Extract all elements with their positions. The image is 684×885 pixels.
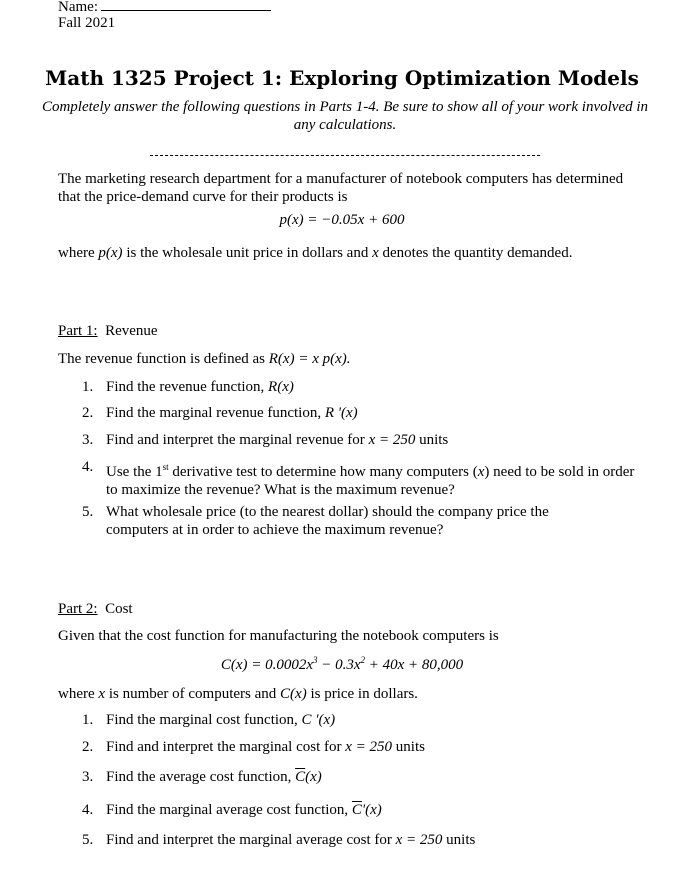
item-text: Find the marginal average cost function,: [106, 802, 352, 818]
item-math: C '(x): [301, 712, 336, 728]
part2-given: Given that the cost function for manufacturing the notebook computers is: [58, 628, 499, 644]
page-subtitle: Completely answer the following questions in Parts 1-4. Be sure to show all of your work involved in any calculations.: [41, 99, 649, 133]
cost-function-equation: [0, 655, 684, 674]
where-x: x: [98, 686, 106, 702]
item-number: 5.: [82, 504, 94, 520]
eq-exponent: 3: [313, 655, 318, 665]
name-blank-line[interactable]: [101, 0, 271, 11]
eq-exponent: 2: [360, 655, 366, 665]
definition-prefix: The revenue function is defined as: [58, 351, 269, 367]
item-text: Find the average cost function,: [106, 769, 296, 785]
where-px: p(x): [98, 245, 123, 261]
item-math-bar: $\overline{C}$: [351, 802, 362, 818]
ordinal-superscript: st: [162, 462, 169, 472]
term-label: Fall 2021: [58, 15, 116, 31]
where-mid: is number of computers and: [105, 686, 281, 702]
item-text: Find and interpret the marginal cost for: [106, 739, 346, 755]
item-number: 2.: [82, 405, 94, 421]
item-text: Find and interpret the marginal revenue for: [106, 432, 369, 448]
item-math: x = 250: [368, 432, 416, 448]
part2-label: Part 2:: [58, 601, 98, 617]
price-demand-equation: p(x) = −0.05x + 600: [279, 212, 405, 228]
item-text: Find the revenue function,: [106, 379, 269, 395]
part1-label: Part 1:: [58, 323, 98, 339]
part2-title: Cost: [105, 601, 133, 617]
dashed-divider: [150, 155, 540, 156]
page-title: Math 1325 Project 1: Exploring Optimization Models: [45, 66, 639, 90]
item-text: Find and interpret the marginal average cost for: [106, 832, 396, 848]
item-number: 3.: [82, 769, 94, 785]
where-prefix: where: [58, 686, 99, 702]
item-text: ) need to be sold in order to maximize the revenue? What is the maximum revenue?: [106, 464, 635, 498]
where-suffix: denotes the quantity demanded.: [378, 245, 573, 261]
intro-paragraph: The marketing research department for a manufacturer of notebook computers has determined that the price-demand curve for their products is: [58, 171, 624, 205]
item-number: 5.: [82, 832, 94, 848]
item-math: x = 250: [395, 832, 443, 848]
item-text: Find the marginal revenue function,: [106, 405, 325, 421]
item-number: 4.: [82, 459, 94, 475]
item-number: 2.: [82, 739, 94, 755]
revenue-definition-equation: R(x) = x p(x).: [268, 351, 351, 367]
name-label: Name:: [58, 0, 98, 15]
item-text: Use the 1: [106, 464, 163, 480]
part1-title: Revenue: [105, 323, 158, 339]
where-prefix: where: [58, 245, 99, 261]
item-math: '(x): [361, 802, 382, 818]
item-suffix: units: [442, 832, 476, 848]
item-math-bar: $\overline{C}$: [295, 769, 306, 785]
item-math: R(x): [268, 379, 294, 395]
where-suffix: is price in dollars.: [306, 686, 418, 702]
item-number: 3.: [82, 432, 94, 448]
item-number: 1.: [82, 712, 94, 728]
item-number: 1.: [82, 379, 94, 395]
eq-part: + 40x + 80,000: [365, 657, 464, 673]
item-suffix: units: [392, 739, 425, 755]
eq-part: − 0.3x: [317, 657, 361, 673]
item-math: x = 250: [345, 739, 393, 755]
item-math: R '(x): [324, 405, 358, 421]
item-math: (x): [305, 769, 322, 785]
part1-heading: [58, 322, 648, 340]
where-cx: C(x): [280, 686, 307, 702]
part1-definition: [58, 350, 648, 368]
intro-where-line: [58, 244, 648, 262]
item-math: x: [477, 464, 485, 480]
eq-part: C(x) = 0.0002x: [220, 657, 313, 673]
part2-where-line: [58, 685, 648, 703]
where-mid: is the wholesale unit price in dollars and: [122, 245, 373, 261]
where-x: x: [372, 245, 379, 261]
item-text: What wholesale price (to the nearest dollar) should the company price the computers at in order to achieve the maximum revenue?: [106, 504, 549, 538]
item-number: 4.: [82, 802, 94, 818]
item-text: derivative test to determine how many computers (: [168, 464, 478, 480]
item-suffix: units: [415, 432, 449, 448]
part2-heading: [58, 600, 648, 618]
item-text: Find the marginal cost function,: [106, 712, 302, 728]
